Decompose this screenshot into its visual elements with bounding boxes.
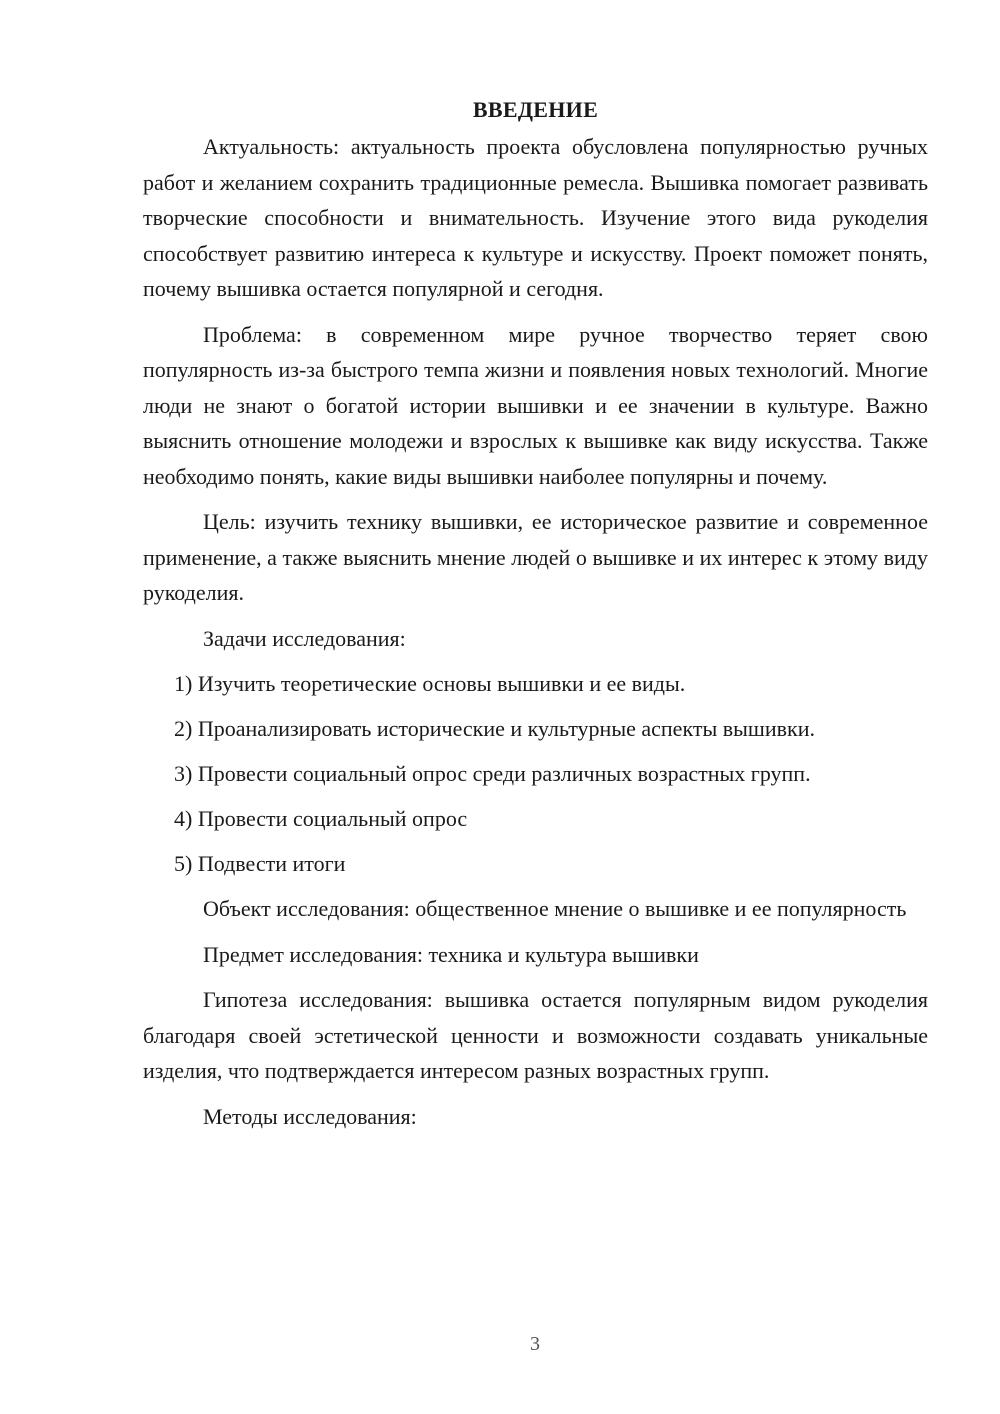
page-number: 3 — [530, 1333, 540, 1355]
task-item-5: 5) Подвести итоги — [174, 851, 346, 876]
section-heading: ВВЕДЕНИЕ — [472, 97, 599, 122]
paragraph-goal: Цель: изучить технику вышивки, ее историческое развитие и современное применение, а также выяснить мнение людей о вышивке и их интерес к этому виду рукоделия. — [143, 509, 928, 605]
paragraph-hypothesis: Гипотеза исследования: вышивка остается популярным видом рукоделия благодаря своей эстетической ценности и возможности создавать уникальные изделия, что подтверждается интересом разных возрастных групп. — [143, 987, 928, 1083]
document-page — [143, 92, 928, 1144]
paragraph-problem: Проблема: в современном мире ручное творчество теряет свою популярность из-за быстрого темпа жизни и появления новых технологий. Многие люди не знают о богатой истории вышивки и ее значении в культуре. Важно выяснить отношение молодежи и взрослых к вышивке как виду искусства. Также необходимо понять, какие виды вышивки наиболее популярны и почему. — [143, 321, 928, 489]
task-item-1: 1) Изучить теоретические основы вышивки и ее виды. — [174, 671, 686, 696]
paragraph-subject: Предмет исследования: техника и культура вышивки — [203, 941, 699, 967]
paragraph-tasks-heading: Задачи исследования: — [203, 625, 406, 651]
paragraph-relevance: Актуальность: актуальность проекта обусловлена популярностью ручных работ и желанием сохранить традиционные ремесла. Вышивка помогает развивать творческие способности и внимательность. Изучение этого вида рукоделия способствует развитию интереса к культуре и искусству. Проект поможет понять, почему вышивка остается популярной и сегодня. — [143, 134, 928, 301]
task-item-4: 4) Провести социальный опрос — [174, 806, 468, 831]
task-item-2: 2) Проанализировать исторические и культурные аспекты вышивки. — [174, 716, 815, 741]
paragraph-methods: Методы исследования: — [203, 1103, 417, 1129]
task-item-3: 3) Провести социальный опрос среди различных возрастных групп. — [174, 761, 811, 786]
paragraph-object: Объект исследования: общественное мнение о вышивке и ее популярность — [203, 896, 907, 921]
